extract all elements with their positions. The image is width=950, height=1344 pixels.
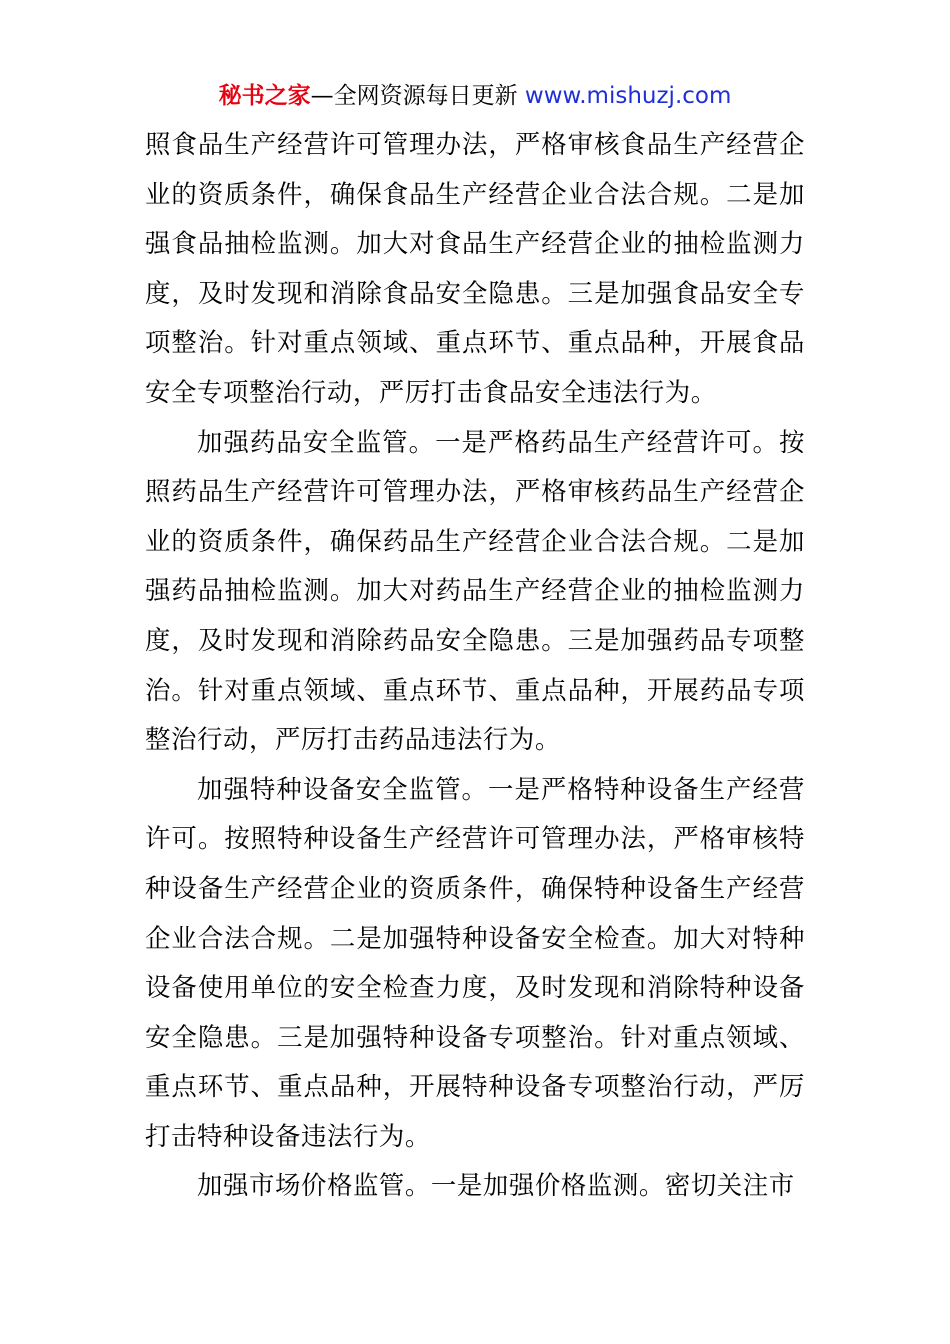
site-tagline: —全网资源每日更新 bbox=[310, 83, 525, 109]
paragraph-drug-safety: 加强药品安全监管。一是严格药品生产经营许可。按照药品生产经营许可管理办法，严格审核药品生产经营企业的资质条件，确保药品生产经营企业合法合规。二是加强药品抽检监测。加大对药品生产经营企业的抽检监测力度，及时发现和消除药品安全隐患。三是加强药品专项整治。针对重点领域、重点环节、重点品种，开展药品专项整治行动，严厉打击药品违法行为。 bbox=[145, 426, 805, 755]
paragraph-special-equipment-safety: 加强特种设备安全监管。一是严格特种设备生产经营许可。按照特种设备生产经营许可管理办法，严格审核特种设备生产经营企业的资质条件，确保特种设备生产经营企业合法合规。二是加强特种设备安全检查。加大对特种设备使用单位的安全检查力度，及时发现和消除特种设备安全隐患。三是加强特种设备专项整治。针对重点领域、重点环节、重点品种，开展特种设备专项整治行动，严厉打击特种设备违法行为。 bbox=[145, 773, 805, 1151]
paragraph-food-safety-continued: 照食品生产经营许可管理办法，严格审核食品生产经营企业的资质条件，确保食品生产经营企业合法合规。二是加强食品抽检监测。加大对食品生产经营企业的抽检监测力度，及时发现和消除食品安全隐患。三是加强食品安全专项整治。针对重点领域、重点环节、重点品种，开展食品安全专项整治行动，严厉打击食品安全违法行为。 bbox=[145, 129, 805, 407]
paragraph-market-price: 加强市场价格监管。一是加强价格监测。密切关注市 bbox=[197, 1170, 795, 1201]
page-header bbox=[0, 78, 950, 114]
site-brand: 秘书之家 bbox=[218, 83, 311, 109]
document-body bbox=[145, 120, 805, 1211]
site-url: www.mishuzj.com bbox=[524, 83, 732, 109]
